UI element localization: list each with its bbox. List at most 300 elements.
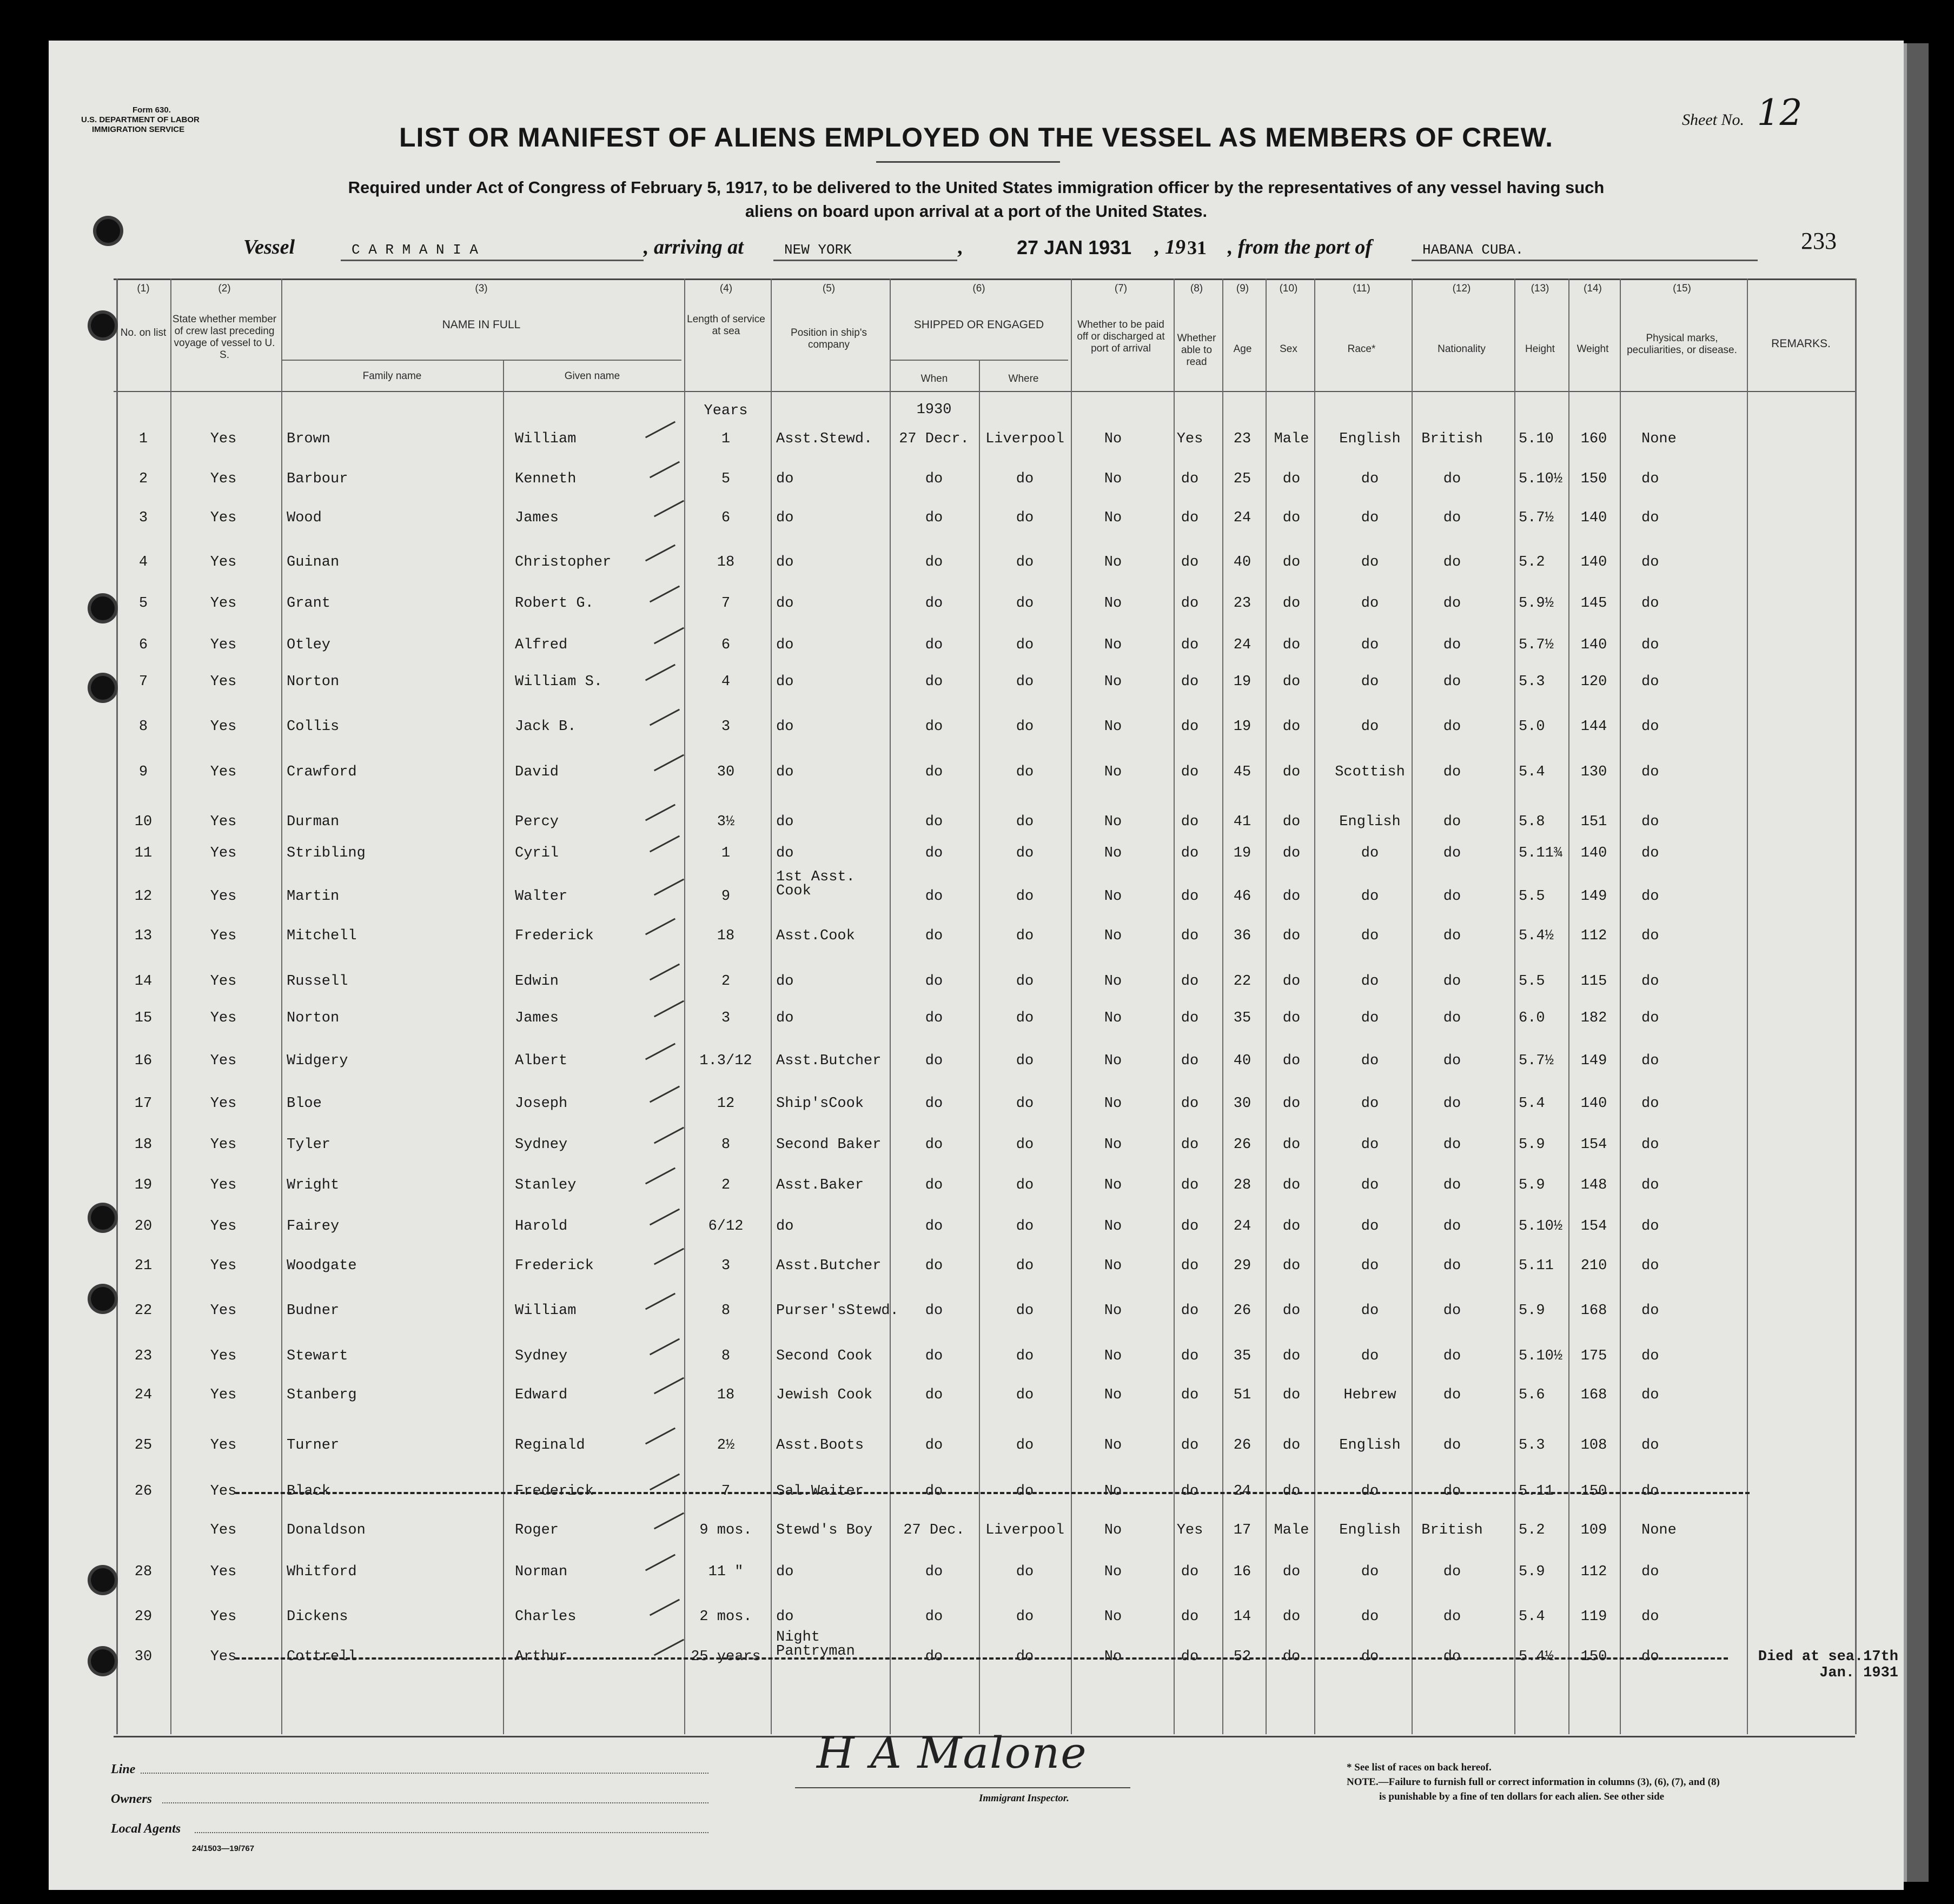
cell-height: 5.11¾ — [1519, 845, 1563, 861]
cell-read: do — [1181, 1437, 1199, 1454]
cell-where: do — [1016, 471, 1034, 487]
cell-sex: do — [1282, 595, 1301, 612]
cell-family: Donaldson — [287, 1522, 366, 1538]
punch-hole — [91, 1206, 115, 1230]
cell-length: 18 — [717, 928, 735, 944]
cell-paid: No — [1104, 814, 1122, 830]
cell-nat: do — [1443, 1649, 1461, 1665]
cell-when: do — [925, 1348, 943, 1364]
cell-position: 1st Asst. Cook — [776, 869, 855, 899]
arriving-underline — [773, 260, 957, 261]
cell-where: Liverpool — [985, 1522, 1064, 1538]
year-label: , 19 — [1155, 236, 1185, 258]
cell-paid: No — [1104, 595, 1122, 612]
cell-height: 5.7½ — [1519, 510, 1554, 526]
cell-position: Asst.Butcher — [776, 1053, 882, 1069]
cell-race: do — [1361, 554, 1379, 570]
cell-race: do — [1361, 471, 1379, 487]
cell-when: do — [925, 471, 943, 487]
cell-read: do — [1181, 1218, 1199, 1235]
cell-paid: No — [1104, 471, 1122, 487]
cell-no: 14 — [134, 973, 153, 990]
cell-age: 19 — [1233, 845, 1251, 861]
cell-when: do — [925, 719, 943, 735]
cell-read: do — [1181, 1258, 1199, 1274]
cell-when: do — [925, 674, 943, 690]
cell-prev: Yes — [210, 1649, 237, 1665]
cell-family: Barbour — [287, 471, 348, 487]
cell-given: Christopher — [515, 554, 612, 570]
cell-read: do — [1181, 1010, 1199, 1026]
cell-given: Frederick — [515, 1483, 594, 1500]
cell-where: do — [1016, 637, 1034, 653]
cell-weight: 144 — [1580, 719, 1607, 735]
cell-length: 2 — [721, 973, 731, 990]
cell-given: Harold — [515, 1218, 568, 1235]
cell-paid: No — [1104, 1096, 1122, 1112]
cell-age: 22 — [1233, 973, 1251, 990]
cell-when: do — [925, 1483, 943, 1500]
cell-where: do — [1016, 1348, 1034, 1364]
cell-height: 5.2 — [1519, 1522, 1545, 1538]
cell-age: 24 — [1233, 1218, 1251, 1235]
cell-nat: do — [1443, 1137, 1461, 1153]
cell-height: 5.5 — [1519, 888, 1545, 905]
cell-read: do — [1181, 973, 1199, 990]
cell-paid: No — [1104, 1053, 1122, 1069]
cell-read: do — [1181, 1649, 1199, 1665]
cell-where: do — [1016, 1258, 1034, 1274]
col-weight: Weight — [1577, 343, 1609, 355]
cell-prev: Yes — [210, 637, 237, 653]
column-rule — [771, 278, 772, 1734]
note-line2: is punishable by a fine of ten dollars for each alien. See other side — [1379, 1791, 1665, 1802]
cell-age: 51 — [1233, 1387, 1251, 1403]
cell-given: Percy — [515, 814, 559, 830]
cell-race: do — [1361, 973, 1379, 990]
cell-phys: do — [1641, 764, 1659, 780]
cell-nat: do — [1443, 471, 1461, 487]
cell-family: Wright — [287, 1177, 340, 1193]
cell-read: do — [1181, 1348, 1199, 1364]
cell-given: Joseph — [515, 1096, 568, 1112]
arriving-port: NEW YORK — [784, 242, 852, 258]
cell-race: do — [1361, 595, 1379, 612]
cell-length: 7 — [721, 595, 731, 612]
cell-no: 6 — [138, 637, 148, 653]
cell-given: Albert — [515, 1053, 568, 1069]
cell-read: do — [1181, 928, 1199, 944]
cell-read: do — [1181, 814, 1199, 830]
cell-length: 3 — [721, 1258, 731, 1274]
cell-nat: do — [1443, 1010, 1461, 1026]
cell-height: 5.7½ — [1519, 637, 1554, 653]
cell-read: do — [1181, 637, 1199, 653]
subtitle-line1: Required under Act of Congress of February 5, 1917, to be delivered to the United States immigration officer by the representatives of any vessel having such — [348, 178, 1605, 197]
cell-position: do — [776, 973, 794, 990]
cell-phys: do — [1641, 1437, 1659, 1454]
cell-family: Wood — [287, 510, 322, 526]
owners-dotted — [162, 1802, 708, 1805]
col-race: Race* — [1347, 343, 1376, 355]
cell-sex: do — [1282, 1218, 1301, 1235]
cell-prev: Yes — [210, 1177, 237, 1193]
cell-height: 5.9 — [1519, 1177, 1545, 1193]
cell-age: 28 — [1233, 1177, 1251, 1193]
cell-where: do — [1016, 1483, 1034, 1500]
col7-number: (7) — [1114, 283, 1128, 294]
cell-read: do — [1181, 1303, 1199, 1319]
cell-family: Stanberg — [287, 1387, 357, 1403]
cell-paid: No — [1104, 973, 1122, 990]
col-where: Where — [1008, 373, 1039, 384]
cell-where: do — [1016, 674, 1034, 690]
col-no-on-list: No. on list — [120, 327, 167, 339]
col-sex: Sex — [1280, 343, 1297, 355]
cell-weight: 140 — [1580, 845, 1607, 861]
signature-line — [795, 1787, 1130, 1788]
cell-where: do — [1016, 1649, 1034, 1665]
cell-age: 24 — [1233, 637, 1251, 653]
cell-where: do — [1016, 888, 1034, 905]
cell-phys: do — [1641, 595, 1659, 612]
cell-position: Asst.Boots — [776, 1437, 864, 1454]
col12-number: (12) — [1452, 283, 1471, 294]
cell-phys: do — [1641, 1609, 1659, 1625]
cell-race: do — [1361, 1258, 1379, 1274]
cell-position: do — [776, 1609, 794, 1625]
cell-when: 27 Decr. — [899, 431, 969, 447]
cell-family: Brown — [287, 431, 331, 447]
cell-when: do — [925, 637, 943, 653]
cell-position: do — [776, 637, 794, 653]
cell-race: Hebrew — [1343, 1387, 1396, 1403]
col6-number: (6) — [972, 283, 985, 294]
cell-height: 5.10½ — [1519, 1348, 1563, 1364]
cell-height: 5.10½ — [1519, 1218, 1563, 1235]
col-family-name: Family name — [362, 370, 422, 382]
cell-paid: No — [1104, 1258, 1122, 1274]
cell-phys: do — [1641, 1483, 1659, 1500]
cell-family: Budner — [287, 1303, 340, 1319]
col-physical-marks: Physical marks, peculiarities, or disease. — [1627, 333, 1737, 356]
cell-read: Yes — [1176, 431, 1203, 447]
cell-given: Stanley — [515, 1177, 577, 1193]
cell-given: William — [515, 1303, 577, 1319]
cell-paid: No — [1104, 1218, 1122, 1235]
cell-no: 18 — [134, 1137, 153, 1153]
cell-sex: do — [1282, 674, 1301, 690]
cell-family: Stewart — [287, 1348, 348, 1364]
cell-length: 12 — [717, 1096, 735, 1112]
cell-length: 6 — [721, 637, 731, 653]
cell-phys: do — [1641, 888, 1659, 905]
cell-paid: No — [1104, 1303, 1122, 1319]
cell-weight: 119 — [1580, 1609, 1607, 1625]
cell-when: do — [925, 888, 943, 905]
cell-family: Turner — [287, 1437, 340, 1454]
cell-phys: do — [1641, 1218, 1659, 1235]
cell-position: Stewd's Boy — [776, 1522, 873, 1538]
cell-position: do — [776, 845, 794, 861]
cell-length: 2½ — [717, 1437, 735, 1454]
cell-no: 24 — [134, 1387, 153, 1403]
cell-where: do — [1016, 1437, 1034, 1454]
cell-sex: Male — [1274, 431, 1309, 447]
cell-paid: No — [1104, 1437, 1122, 1454]
cell-phys: do — [1641, 471, 1659, 487]
col8-number: (8) — [1190, 283, 1203, 294]
cell-length: 8 — [721, 1348, 731, 1364]
punch-hole — [91, 676, 115, 700]
cell-prev: Yes — [210, 1218, 237, 1235]
cell-paid: No — [1104, 510, 1122, 526]
cell-height: 5.4½ — [1519, 928, 1554, 944]
col-height: Height — [1525, 343, 1555, 355]
cell-weight: 140 — [1580, 510, 1607, 526]
cell-length: 1 — [721, 431, 731, 447]
cell-given: Sydney — [515, 1137, 568, 1153]
cell-weight: 150 — [1580, 1483, 1607, 1500]
cell-no: 21 — [134, 1258, 153, 1274]
cell-no: 8 — [138, 719, 148, 735]
cell-position: Jewish Cook — [776, 1387, 873, 1403]
cell-sex: do — [1282, 928, 1301, 944]
comma-sep: , — [957, 236, 963, 258]
cell-prev: Yes — [210, 928, 237, 944]
cell-prev: Yes — [210, 1096, 237, 1112]
cell-sex: do — [1282, 1303, 1301, 1319]
cell-prev: Yes — [210, 510, 237, 526]
cell-prev: Yes — [210, 1258, 237, 1274]
cell-where: do — [1016, 1010, 1034, 1026]
cell-no: 11 — [134, 845, 153, 861]
cell-weight: 168 — [1580, 1387, 1607, 1403]
cell-race: English — [1339, 1437, 1401, 1454]
cell-sex: do — [1282, 973, 1301, 990]
footer-owners-label: Owners — [111, 1792, 153, 1806]
cell-paid: No — [1104, 1483, 1122, 1500]
cell-phys: do — [1641, 1096, 1659, 1112]
cell-given: Jack B. — [515, 719, 577, 735]
cell-length: 3½ — [717, 814, 735, 830]
cell-paid: No — [1104, 1348, 1122, 1364]
cell-phys: do — [1641, 1564, 1659, 1580]
cell-height: 5.2 — [1519, 554, 1545, 570]
cell-read: do — [1181, 1096, 1199, 1112]
cell-race: do — [1361, 1609, 1379, 1625]
cell-sex: do — [1282, 1437, 1301, 1454]
cell-height: 5.4 — [1519, 1096, 1545, 1112]
column-rule — [1412, 278, 1413, 1734]
cell-race: do — [1361, 510, 1379, 526]
footer-notes — [1347, 1760, 1887, 1804]
cell-length: 1.3/12 — [699, 1053, 752, 1069]
cell-read: do — [1181, 1564, 1199, 1580]
cell-age: 26 — [1233, 1137, 1251, 1153]
cell-race: do — [1361, 1564, 1379, 1580]
cell-family: Russell — [287, 973, 348, 990]
cell-length: 5 — [721, 471, 731, 487]
strike-through-line — [235, 1657, 1728, 1661]
cell-sex: do — [1282, 1137, 1301, 1153]
cell-family: Mitchell — [287, 928, 357, 944]
cell-length: 9 mos. — [699, 1522, 752, 1538]
cell-phys: do — [1641, 1348, 1659, 1364]
cell-where: do — [1016, 1218, 1034, 1235]
col14-number: (14) — [1584, 283, 1602, 294]
cell-position: do — [776, 595, 794, 612]
cell-family: Martin — [287, 888, 340, 905]
cell-weight: 140 — [1580, 637, 1607, 653]
cell-family: Norton — [287, 1010, 340, 1026]
cell-nat: do — [1443, 554, 1461, 570]
cell-age: 41 — [1233, 814, 1251, 830]
cell-age: 23 — [1233, 595, 1251, 612]
cell-given: Robert G. — [515, 595, 594, 612]
cell-nat: do — [1443, 1387, 1461, 1403]
cell-given: Arthur — [515, 1649, 568, 1665]
punch-hole — [91, 1649, 115, 1673]
cell-paid: No — [1104, 928, 1122, 944]
cell-nat: do — [1443, 888, 1461, 905]
cell-given: William S. — [515, 674, 603, 690]
cell-nat: do — [1443, 1053, 1461, 1069]
cell-family: Whitford — [287, 1564, 357, 1580]
col-nationality: Nationality — [1438, 343, 1486, 355]
cell-length: 6/12 — [708, 1218, 744, 1235]
cell-given: Charles — [515, 1609, 577, 1625]
cell-prev: Yes — [210, 1522, 237, 1538]
cell-prev: Yes — [210, 1483, 237, 1500]
column-rule — [116, 278, 118, 1734]
cell-position: Night Pantryman — [776, 1629, 855, 1660]
cell-given: Walter — [515, 888, 568, 905]
cell-race: do — [1361, 637, 1379, 653]
cell-race: do — [1361, 1218, 1379, 1235]
cell-height: 5.4 — [1519, 764, 1545, 780]
cell-weight: 151 — [1580, 814, 1607, 830]
cell-race: do — [1361, 845, 1379, 861]
next-page-edge — [1904, 43, 1929, 1882]
cell-race: do — [1361, 1096, 1379, 1112]
cell-phys: do — [1641, 1387, 1659, 1403]
from-port: HABANA CUBA. — [1422, 242, 1524, 258]
col-when: When — [920, 373, 948, 384]
column-rule — [1266, 278, 1267, 1734]
cell-age: 14 — [1233, 1609, 1251, 1625]
cell-weight: 140 — [1580, 1096, 1607, 1112]
cell-no: 17 — [134, 1096, 153, 1112]
cell-height: 5.10 — [1519, 431, 1554, 447]
cell-prev: Yes — [210, 1609, 237, 1625]
cell-sex: do — [1282, 471, 1301, 487]
cell-no: 10 — [134, 814, 153, 830]
cell-weight: 149 — [1580, 1053, 1607, 1069]
cell-sex: do — [1282, 888, 1301, 905]
cell-phys: do — [1641, 510, 1659, 526]
cell-paid: No — [1104, 554, 1122, 570]
cell-race: do — [1361, 928, 1379, 944]
cell-prev: Yes — [210, 1387, 237, 1403]
cell-no: 20 — [134, 1218, 153, 1235]
cell-age: 45 — [1233, 764, 1251, 780]
cell-no: 12 — [134, 888, 153, 905]
cell-where: do — [1016, 554, 1034, 570]
cell-position: do — [776, 674, 794, 690]
cell-phys: do — [1641, 973, 1659, 990]
cell-length: 18 — [717, 1387, 735, 1403]
cell-where: do — [1016, 510, 1034, 526]
cell-no: 25 — [134, 1437, 153, 1454]
header-separator — [114, 391, 1855, 392]
cell-where: do — [1016, 1564, 1034, 1580]
cell-nat: do — [1443, 595, 1461, 612]
cell-phys: do — [1641, 1137, 1659, 1153]
cell-nat: do — [1443, 814, 1461, 830]
cell-no: 3 — [138, 510, 148, 526]
cell-family: Otley — [287, 637, 331, 653]
cell-prev: Yes — [210, 1303, 237, 1319]
cell-given: James — [515, 510, 559, 526]
cell-position: do — [776, 764, 794, 780]
cell-height: 5.11 — [1519, 1258, 1554, 1274]
cell-nat: do — [1443, 845, 1461, 861]
cell-no: 2 — [138, 471, 148, 487]
cell-length: 3 — [721, 1010, 731, 1026]
year-value: 31 — [1187, 237, 1207, 258]
cell-prev: Yes — [210, 1010, 237, 1026]
cell-prev: Yes — [210, 554, 237, 570]
cell-weight: 145 — [1580, 595, 1607, 612]
cell-weight: 210 — [1580, 1258, 1607, 1274]
cell-height: 5.8 — [1519, 814, 1545, 830]
cell-length: 2 mos. — [699, 1609, 752, 1625]
cell-sex: do — [1282, 1564, 1301, 1580]
cell-nat: do — [1443, 719, 1461, 735]
column-rule — [503, 360, 504, 1734]
cell-length: 9 — [721, 888, 731, 905]
cell-prev: Yes — [210, 845, 237, 861]
cell-when: do — [925, 595, 943, 612]
cell-age: 24 — [1233, 510, 1251, 526]
cell-weight: 112 — [1580, 1564, 1607, 1580]
cell-where: do — [1016, 1096, 1034, 1112]
cell-where: do — [1016, 1609, 1034, 1625]
cell-length: 25 years — [691, 1649, 761, 1665]
cell-phys: None — [1641, 1522, 1677, 1538]
cell-height: 5.9½ — [1519, 595, 1554, 612]
cell-where: do — [1016, 719, 1034, 735]
cell-length: 11 " — [708, 1564, 744, 1580]
cell-position: do — [776, 1010, 794, 1026]
cell-age: 24 — [1233, 1483, 1251, 1500]
cell-age: 36 — [1233, 928, 1251, 944]
cell-nat: British — [1421, 431, 1483, 447]
cell-age: 26 — [1233, 1437, 1251, 1454]
cell-sex: do — [1282, 510, 1301, 526]
column-rule — [684, 278, 685, 1734]
note-line1: NOTE.—Failure to furnish full or correct information in columns (3), (6), (7), and (8) — [1347, 1776, 1720, 1788]
col4-number: (4) — [719, 283, 733, 294]
cell-when: do — [925, 845, 943, 861]
cell-when: do — [925, 1137, 943, 1153]
cell-no: 4 — [138, 554, 148, 570]
cell-phys: do — [1641, 554, 1659, 570]
cell-read: do — [1181, 845, 1199, 861]
cell-when: do — [925, 1649, 943, 1665]
cell-paid: No — [1104, 764, 1122, 780]
